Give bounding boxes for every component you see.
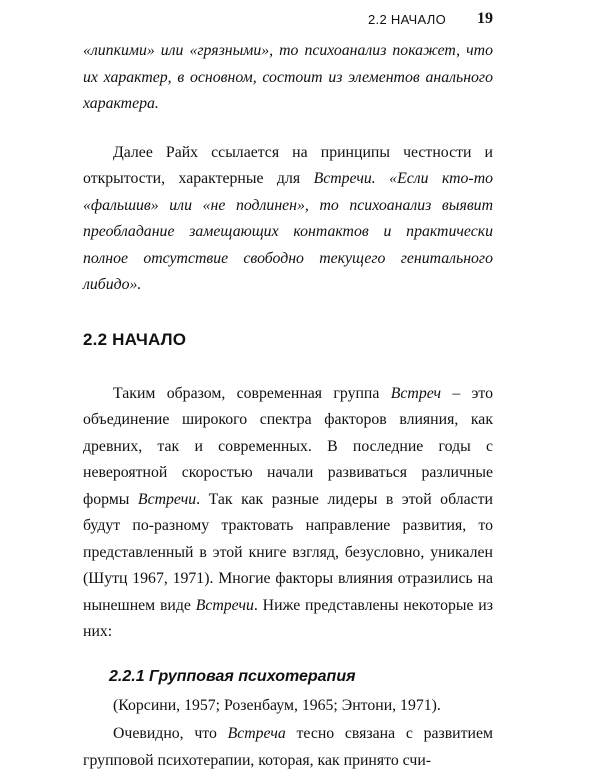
encounter-term: Встреча [227, 725, 286, 742]
encounter-term: Встречи [137, 490, 197, 508]
page-content [83, 38, 493, 774]
last-text-1: Очевидно, что [113, 725, 228, 742]
main-text-1: Таким образом, современная группа [113, 384, 391, 402]
paragraph-group-psychotherapy [83, 721, 493, 774]
paragraph-main [83, 381, 493, 646]
honesty-quote-text: . «Если кто-то «фальшив» или «не подлинен», то психоанализ выявит преобладание замещающих контактов и практически полное отсутствие свободно текущего генитального либидо». [83, 170, 494, 293]
last-text-2: тесно связана с развитием групповой психотерапии, которая, как принято счи- [83, 725, 493, 769]
honesty-lead-text: Далее Райх ссылается на принципы честности и открытости, характерные для [83, 143, 493, 187]
encounter-term: Встречи [195, 596, 254, 614]
paragraph-honesty [83, 140, 493, 299]
main-text-4: . Ниже представлены некоторые из них: [83, 596, 493, 640]
encounter-term: Встречи [313, 170, 372, 187]
running-head-section: 2.2 НАЧАЛО [368, 12, 446, 27]
section-heading: 2.2 НАЧАЛО [83, 329, 187, 349]
paragraph-top-quote: «липкими» или «грязными», то психоанализ покажет, что их характер, в основном, состоит из элементов анального характера. [83, 42, 493, 112]
running-head [0, 10, 600, 32]
paragraph-references: (Корсини, 1957; Розенбаум, 1965; Энтони, 1971). [113, 696, 441, 714]
main-text-2: – это объединение широкого спектра факторов влияния, как древних, так и современных. В последние годы с невероятной скоростью начали развиваться различные формы [83, 384, 494, 508]
subsection-heading: 2.2.1 Групповая психотерапия [109, 667, 356, 685]
main-text-3: . Так как разные лидеры в этой области будут по-разному трактовать направление развития, то представленный в этой книге взгляд, безусловно, уникален (Шутц 1967, 1971). Многие факторы влияния отразились на нынешнем виде [83, 490, 493, 614]
page-number: 19 [477, 10, 493, 27]
encounter-term: Встреч [390, 384, 442, 402]
